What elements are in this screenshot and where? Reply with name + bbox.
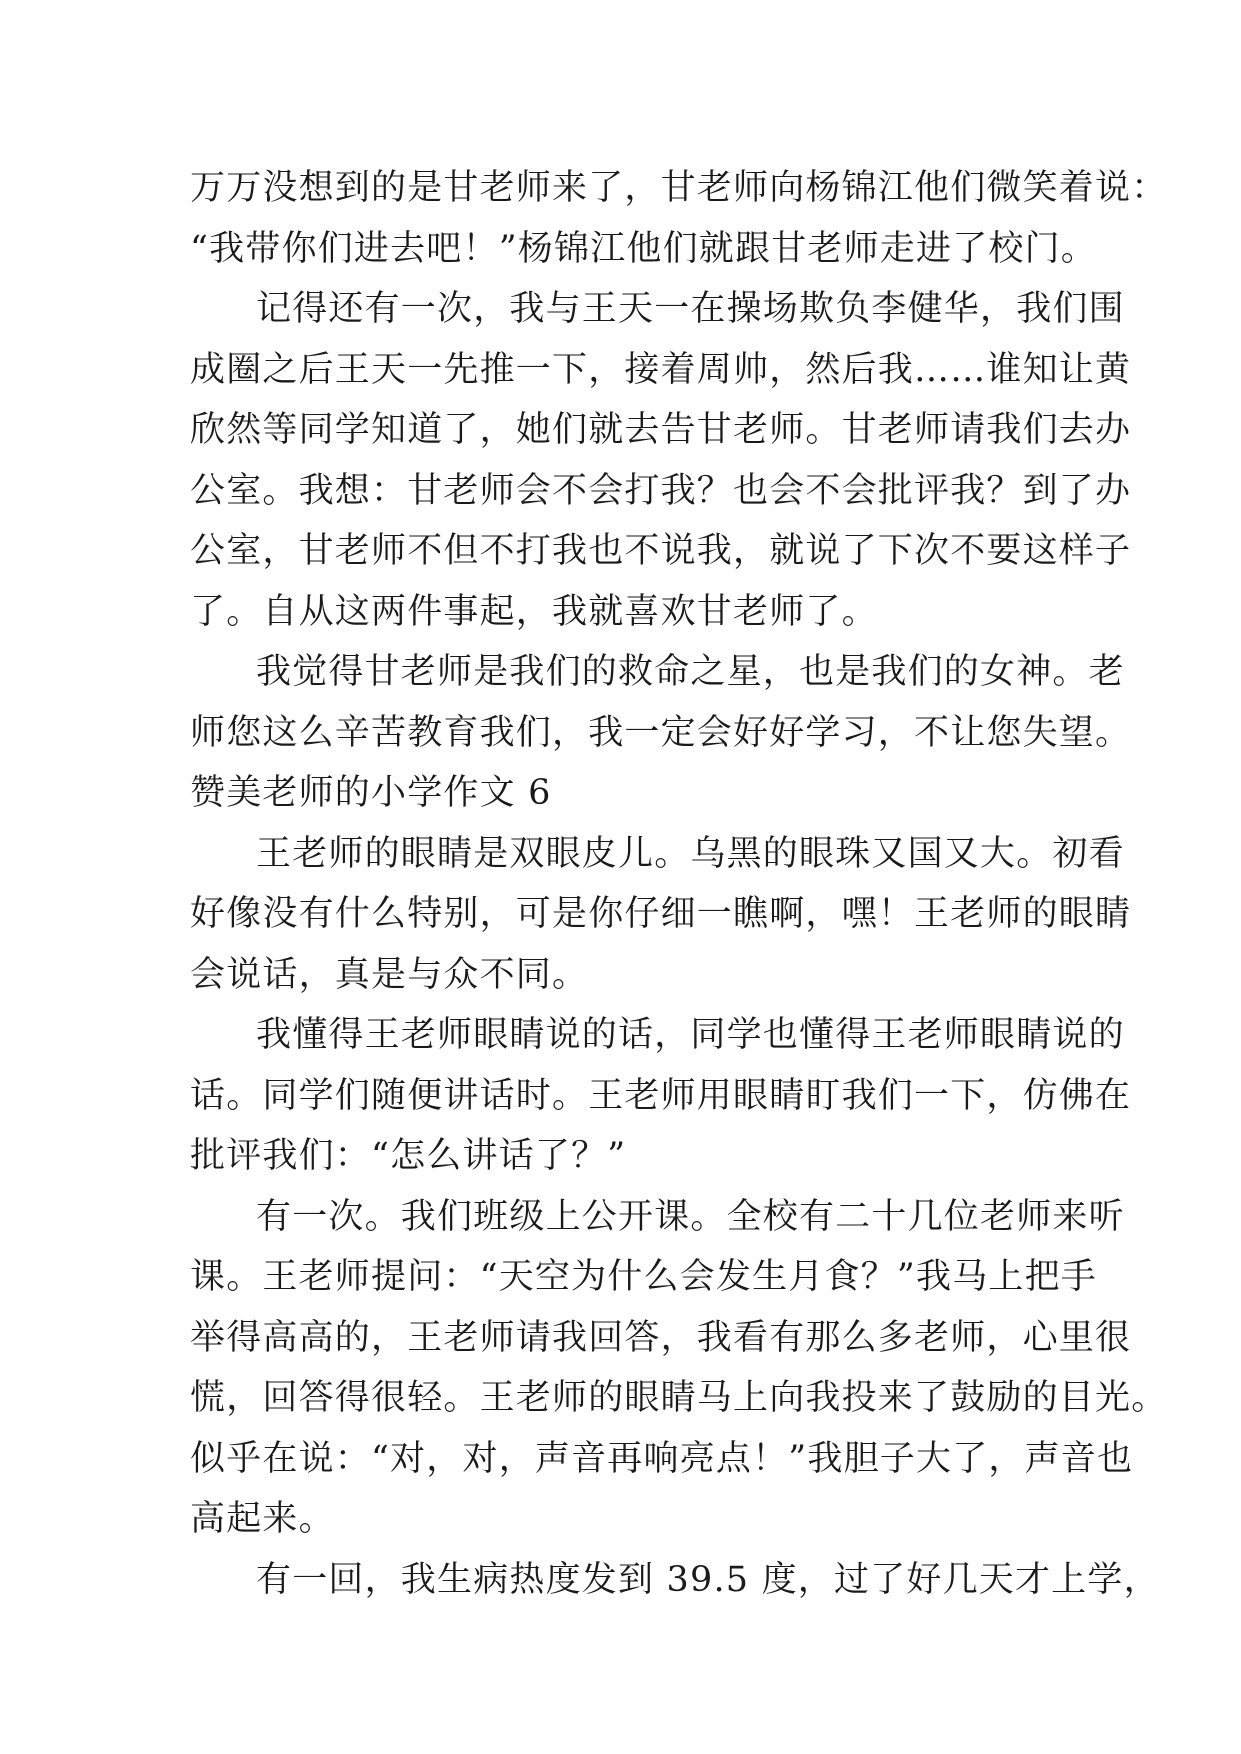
text-line: 话。同学们随便讲话时。王老师用眼睛盯我们一下，仿佛在 bbox=[190, 1075, 1132, 1116]
paragraph-start-line: 有一回，我生病热度发到 39.5 度，过了好几天才上学， bbox=[256, 1559, 1160, 1600]
text-line: 了。自从这两件事起，我就喜欢甘老师了。 bbox=[190, 591, 878, 632]
text-line: 批评我们：“怎么讲话了？” bbox=[190, 1136, 627, 1176]
text-line: 似乎在说：“对，对，声音再响亮点！”我胆子大了，声音也 bbox=[190, 1438, 1134, 1479]
text-line: 公室。我想：甘老师会不会打我？也会不会批评我？到了办 bbox=[190, 470, 1132, 511]
paragraph-start-line: 王老师的眼睛是双眼皮儿。乌黑的眼珠又国又大。初看 bbox=[256, 833, 1125, 874]
text-line: “我带你们进去吧！”杨锦江他们就跟甘老师走进了校门。 bbox=[190, 228, 1097, 269]
paragraph-start-line: 我觉得甘老师是我们的救命之星，也是我们的女神。老 bbox=[256, 652, 1125, 692]
article-body bbox=[190, 158, 1168, 1610]
text-line: 好像没有什么特别，可是你仔细一瞧啊，嘿！王老师的眼睛 bbox=[190, 894, 1132, 934]
text-line: 欣然等同学知道了，她们就去告甘老师。甘老师请我们去办 bbox=[190, 410, 1132, 450]
text-line: 万万没想到的是甘老师来了，甘老师向杨锦江他们微笑着说： bbox=[190, 168, 1168, 208]
paragraph-start-line: 有一次。我们班级上公开课。全校有二十几位老师来听 bbox=[256, 1196, 1125, 1237]
text-line: 举得高高的，王老师请我回答，我看有那么多老师，心里很 bbox=[190, 1317, 1132, 1358]
text-line: 成圈之后王天一先推一下，接着周帅，然后我……谁知让黄 bbox=[190, 349, 1132, 390]
text-line: 公室，甘老师不但不打我也不说我，就说了下次不要这样子 bbox=[190, 531, 1132, 571]
text-line: 课。王老师提问：“天空为什么会发生月食？”我马上把手 bbox=[190, 1257, 1097, 1297]
text-line: 高起来。 bbox=[190, 1499, 335, 1539]
paragraph-start-line: 记得还有一次，我与王天一在操场欺负李健华，我们围 bbox=[256, 289, 1125, 329]
text-line: 师您这么辛苦教育我们，我一定会好好学习，不让您失望。 bbox=[190, 712, 1132, 753]
text-line: 会说话，真是与众不同。 bbox=[190, 954, 589, 995]
section-heading: 赞美老师的小学作文 6 bbox=[190, 773, 552, 813]
text-line: 慌，回答得很轻。王老师的眼睛马上向我投来了鼓励的目光。 bbox=[190, 1378, 1168, 1418]
paragraph-start-line: 我懂得王老师眼睛说的话，同学也懂得王老师眼睛说的 bbox=[256, 1015, 1125, 1055]
